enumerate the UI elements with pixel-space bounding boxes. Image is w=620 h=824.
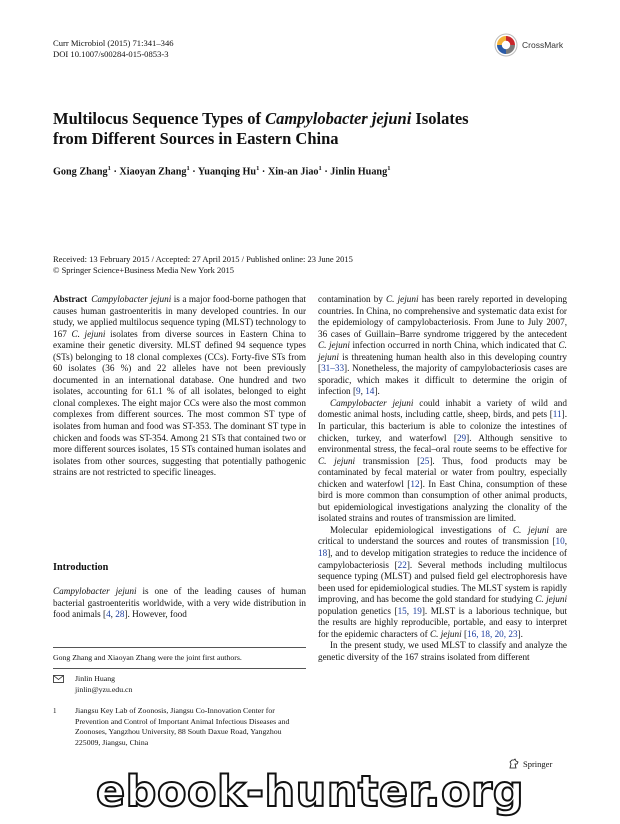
author-affil-sup: 1 [186, 165, 190, 172]
organism-name: Campylobacter jejuni [53, 586, 137, 596]
organism-name: Campylobacter jejuni [91, 294, 172, 304]
author-separator: · [110, 166, 120, 178]
reference-link[interactable]: 19 [412, 605, 422, 616]
author-name[interactable]: Jinlin Huang [330, 166, 388, 178]
intro-text: ]. However, food [124, 609, 187, 620]
footnote-divider [53, 647, 306, 648]
author-name[interactable]: Xiaoyan Zhang [119, 166, 187, 178]
affiliation-note [53, 706, 306, 748]
reference-link[interactable]: 25 [420, 455, 430, 466]
author-affil-sup: 1 [387, 165, 391, 172]
contact-email[interactable]: jinlin@yzu.edu.cn [75, 684, 133, 694]
author-name[interactable]: Yuanqing Hu [197, 166, 257, 178]
paragraph: In the present study, we used MLST to classify and analyze the genetic diversity of the 167 strains isolated from different [318, 640, 567, 662]
reference-link[interactable]: 15 [397, 605, 407, 616]
paragraph: contamination by C. jejuni has been rarely reported in developing countries. In China, no comprehensive and systematic data exist for the epidemiology of campylobacteriosis. From June to July 2007, 36 cases of Guillain–Barre syndrome triggered by the antecedent C. jejuni infection occurred in north China, which indicated that C. jejuni is threatening human health also in this developing country [31–33]. Nonetheless, the majority of campylobacteriosis cases are sporadic, which makes it difficult to determine the origin of infection [9, 14]. [318, 294, 568, 397]
author-separator: · [189, 166, 198, 178]
affiliation-number: 1 [53, 707, 57, 715]
envelope-icon [53, 675, 64, 683]
reference-link[interactable]: 18 [318, 548, 328, 559]
reference-link[interactable]: 10 [555, 536, 565, 547]
ref-separator: , [110, 609, 116, 620]
author-separator: · [259, 166, 268, 178]
journal-header [53, 38, 174, 60]
received-dates: Received: 13 February 2015 / Accepted: 27 April 2015 / Published online: 23 June 2015 [53, 254, 353, 264]
author-affil-sup: 1 [256, 165, 260, 172]
author-name[interactable]: Gong Zhang [53, 166, 108, 178]
reference-link[interactable]: 12 [410, 478, 420, 489]
corresponding-author [53, 674, 306, 695]
affiliation-text: Jiangsu Key Lab of Zoonosis, Jiangsu Co-Innovation Center for Prevention and Control of Important Animal Infectious Diseases and Zoonoses, Yangzhou University, 88 South Daxue Road, Yangzhou 225009, Jiangsu, China [75, 706, 290, 747]
copyright-notice: © Springer Science+Business Media New York 2015 [53, 265, 234, 275]
author-affil-sup: 1 [107, 165, 111, 172]
reference-link[interactable]: 4 [106, 609, 111, 620]
crossmark-label: CrossMark [522, 40, 564, 50]
author-name[interactable]: Xin-an Jiao [267, 166, 319, 178]
author-separator: · [321, 166, 331, 178]
crossmark-badge[interactable] [494, 32, 572, 58]
right-column-text [318, 294, 567, 664]
organism-name: C. jejuni [71, 328, 106, 339]
footnote-divider [53, 668, 306, 669]
author-list [53, 165, 573, 177]
section-heading-introduction: Introduction [53, 562, 109, 573]
title-line-2: from Different Sources in Eastern China [53, 129, 339, 148]
reference-link[interactable]: 22 [397, 559, 407, 570]
author-affil-sup: 1 [318, 165, 322, 172]
crossmark-icon [494, 33, 518, 57]
reference-link[interactable]: 14 [365, 386, 375, 397]
title-organism: Campylobacter jejuni [265, 109, 412, 128]
reference-link[interactable]: 29 [456, 432, 467, 443]
watermark-text: ebook-hunter.org [96, 767, 524, 817]
publication-dates [53, 254, 573, 276]
reference-link[interactable]: 16, 18, 20, 23 [467, 628, 518, 639]
paragraph: Campylobacter jejuni could inhabit a variety of wild and domestic animal hosts, including cattle, sheep, birds, and pets [11]. In particular, this bacterium is able to colonize the intestines of chicken, turkey, and waterfowl [29]. Although sensitive to environmental stress, the fecal–oral route seems to be effective for C. jejuni transmission [25]. Thus, food products may be contaminated by fecal material or water from poultry, especially chicken and waterfowl [12]. In East China, consumption of these bird is more common than consumption of other animal products, but epidemiological investigations analyzing the clonality of the isolated strains and routes of transmission are limited. [318, 397, 568, 524]
publisher-name: Springer [523, 759, 553, 769]
article-title [53, 109, 553, 149]
abstract-text: is a major food-borne pathogen that causes human gastroenteritis in many developed countries. In our study, we applied multilocus sequence typing (MLST) technology to 167 [53, 294, 306, 339]
paragraph: Molecular epidemiological investigations of C. jejuni are critical to understand the sources and routes of transmission [10, 18], and to develop mitigation strategies to reduce the incidence of campylobacteriosis [22]. Several methods including multilocus sequence typing (MLST) and pulsed field gel electrophoresis have been used for epidemiological studies. The MLST system is rapidly improving, and has become the gold standard for studying C. jejuni population genetics [15, 19]. MLST is a laborious technique, but the results are highly reproducible, portable, and easy to interpret for the epidemic characters of C. jejuni [16, 18, 20, 23]. [318, 524, 567, 639]
abstract-label: Abstract [53, 294, 88, 304]
reference-link[interactable]: 11 [552, 409, 562, 420]
abstract-text: isolates from diverse sources in Eastern China to examine their genetic diversity. MLST defined 94 sequence types (STs) belonging to 18 clonal complexes (CCs). Forty-five STs from 60 isolates (36 %) and 22 alleles have not been previously documented in an international database. One hundred and two isolates, accounting for 61.1 % of all isolates, belonged to eight clonal complexes. The eight major CCs were also the most common complexes from different sources. The most common ST type of isolates from human and food was ST-353. The dominant ST type in chicken and foods was ST-354. Among 21 STs that contained two or more different sources isolates, 15 STs contained human isolates and isolates from other sources, suggesting that potentially pathogenic strains are not restricted to specific lineages. [53, 328, 306, 478]
title-text: Multilocus Sequence Types of [53, 109, 266, 128]
journal-citation: Curr Microbiol (2015) 71:341–346 [53, 38, 174, 48]
title-text-end: Isolates [411, 109, 469, 128]
reference-link[interactable]: 9 [356, 386, 361, 397]
reference-link[interactable]: 31–33 [321, 363, 345, 374]
journal-doi[interactable]: DOI 10.1007/s00284-015-0853-3 [53, 49, 169, 59]
contact-name: Jinlin Huang [75, 674, 116, 683]
joint-author-note: Gong Zhang and Xiaoyan Zhang were the joint first authors. [53, 653, 242, 662]
introduction-text [53, 586, 306, 621]
intro-text: is one of the leading causes of human bacterial gastroenteritis worldwide, with a very wide distribution in food animals [ [53, 586, 306, 620]
abstract-block [53, 294, 306, 479]
reference-link[interactable]: 28 [115, 609, 125, 620]
